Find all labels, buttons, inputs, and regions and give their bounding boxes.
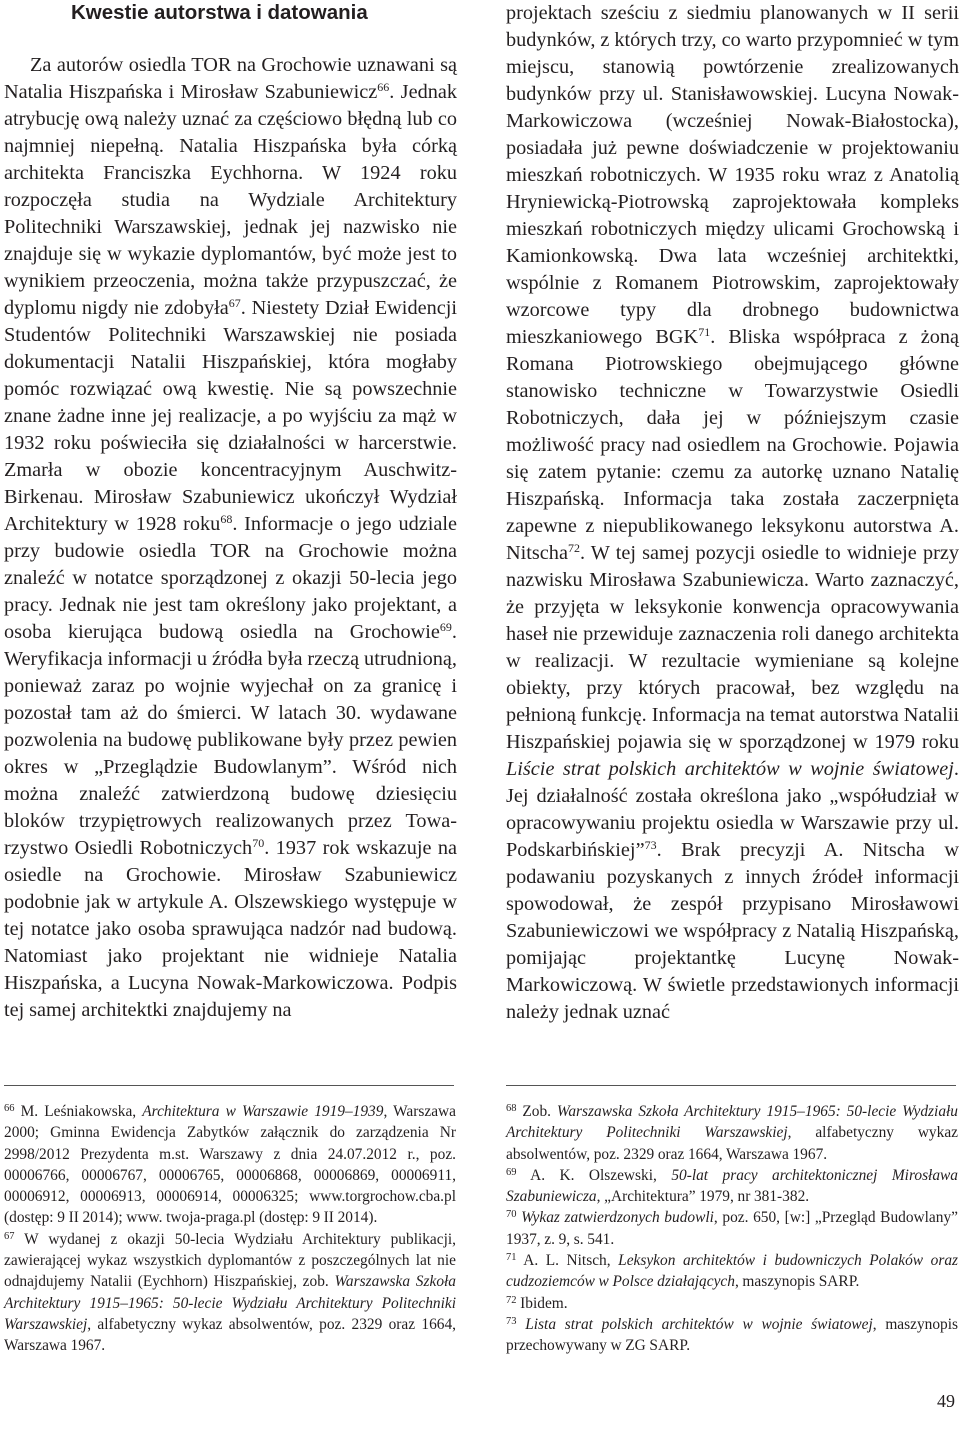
text-run: . Informacje o jego udziale przy budowie osiedla TOR na Grochowie można znaleźć w notatce sporządzonej z okazji 50-lecia jego pracy. Jednak nie jest tam określony jako projektant, a osoba kierująca budową osiedla na Grochowie (4, 513, 458, 643)
footnote-ref-68[interactable]: 68 (220, 512, 233, 526)
footnote-ref-67[interactable]: 67 (228, 296, 241, 310)
text-run: . Bliska współpraca z żoną Romana Piotrowskiego obejmującego główne stanowisko techniczne w Towarzystwie Osiedli Robotniczych, dała jej w późniejszym czasie możliwość pracy nad osiedlem na Grochowie. Pojawia się zatem pytanie: czemu za autorkę uznano Natalię Hiszpańską. Informacja taka została zaczerpnięta zapewne z niepublikowanego leksykonu autorstwa A. Nitscha (506, 326, 959, 564)
footnote-text: , maszynopis przechowywany w ZG SARP. (506, 1315, 958, 1355)
footnote-number: 67 (4, 1230, 15, 1242)
footnote-ref-70[interactable]: 70 (252, 836, 265, 850)
text-run: . Niestety Dział Ewidencji Studentów Politechniki Warszawskiej nie posiada dokumentacji Natalii Hiszpańskiej, która mogłaby pomóc rozwiązać ową kwestię. Nie są powszechnie znane żadne inne jej realizacje, a po wyjściu za mąż w 1932 roku poświeciła się działalności w harcerstwie. Zmarła w obozie koncentracyjnym Auschwitz-Birkenau. Mirosław Szabuniewicz ukończył Wydział Architektury w 1928 roku (4, 297, 457, 535)
footnote-ref-72[interactable]: 72 (567, 541, 580, 555)
footnote-italic: Lista strat polskich architektów w wojnie światowej (525, 1315, 873, 1333)
footnote-68 (506, 1101, 958, 1165)
page-number: 49 (937, 1391, 955, 1411)
footnote-italic: Leksykon architektów i budowniczych Polaków oraz cudzoziemców w Polsce działających (506, 1252, 959, 1291)
footnote-italic: Warszawska Szkoła Architektury 1915–1965: 50-lecie Wydziału Architektury Politechniki Warszawskiej (506, 1103, 958, 1142)
body-paragraph-left (4, 52, 457, 1024)
footnote-text: , Warszawa 2000; Gminna Ewidencja Zabytków załącznik do zarządzenia Nr 2998/2012 Prezydenta m.st. Warszawy z dnia 24.07.2012 r., poz. 00006766, 00006767, 00006765, 00006868, 00006869, 00006911, 00006912, 00006913, 00006914, 00006325; www.torgrochow.cba.pl (dostęp: 9 II 2014); www. twoja-praga.pl (dostęp: 9 II 2014). (4, 1103, 456, 1227)
footnote-text: A. L. Nitsch, (516, 1252, 619, 1270)
footnotes-left (4, 1101, 456, 1357)
main-column-right (506, 0, 959, 1026)
footnote-ref-69[interactable]: 69 (439, 620, 452, 634)
footnote-text: , maszynopis SARP. (734, 1273, 860, 1291)
footnote-italic: Warszawska Szkoła Architektury 1915–1965: 50-lecie Wydziału Architektury Politechniki Warszawskiej (4, 1273, 456, 1333)
text-run: . Brak precyzji A. Nitscha w podawaniu pozyskanych z innych źródeł informacji spowodował, że zespół przypisano Mirosławowi Szabuniewiczowi we współpracy z Natalią Hiszpańską, pomijając projektantkę Lucynę Nowak-Markowiczową. W świetle przedstawionych informacji należy jednak uznać (506, 839, 959, 1023)
footnote-67 (4, 1229, 456, 1357)
footnotes-right (506, 1101, 958, 1357)
footnote-number: 73 (506, 1315, 517, 1327)
footnote-66 (4, 1101, 456, 1229)
footnote-italic: Wykaz zatwierdzonych budowli (521, 1209, 714, 1227)
footnote-69 (506, 1165, 958, 1208)
footnote-text: , poz. 650, [w:] „Przegląd Budowlany” 1937, z. 9, s. 541. (506, 1209, 958, 1248)
footnote-italic: 50-lat pracy architektonicznej Mirosława Szabuniewicza (506, 1166, 958, 1206)
text-run: . Jej działalność została określona jako „współudział w opracowywaniu projektu osiedla w Warszawie przy ul. Podskarbińskiej” (506, 758, 959, 861)
footnote-number: 71 (506, 1252, 517, 1264)
footnote-number: 66 (4, 1103, 15, 1114)
footnote-number: 70 (506, 1209, 517, 1221)
text-run: . W tej samej pozycji osiedle to widnieje przy nazwisku Mirosława Szabuniewicza. Warto zaznaczyć, że przyjęta w leksykonie konwencja opracowywania haseł nie przewiduje zaznaczenia roli danego architekta w realizacji. W rezultacie wymieniane są kolejne obiekty, przy których pracował, bez względu na pełnioną funkcję. Informacja na temat autorstwa Natalii Hiszpańskiej pojawia się w sporządzonej w 1979 roku (506, 542, 959, 753)
text-run: . Weryfikacja informacji u źródła była rzeczą utrudnioną, ponieważ zaraz po wojnie wyjechał on za granicę i pozostał tam aż do śmierci. W latach 30. wydawane pozwolenia na budowę publikowane były przez pewien okres w „Przeglądzie Budowlanym”. Wśród nich można znaleźć zatwierdzoną budowę dziesięciu bloków trzypiętrowych realizowanych przez Towarzystwo Osiedli Robotniczych (4, 621, 457, 859)
section-heading: Kwestie autorstwa i datowania (71, 1, 368, 24)
text-run: projektach sześciu z siedmiu planowanych w II serii budynków, z których trzy, co warto przypomnieć w tym miejscu, stanowią powtórzenie zrealizowanych budynków przy ul. Stanisławowskiej. Lucyna Nowak-Markowiczowa (wcześniej Nowak-Białostocka), posiadała już pewne doświadczenie w projektowaniu mieszkań robotniczych. W 1935 roku wraz z Anatolią Hryniewicką-Piotrowską zaprojektowała kompleks mieszkań robotniczych między ulicami Grochowską i Kamionkowską. Dwa lata wcześniej architektki, wspólnie z Romanem Piotrowskim, zaprojektowały wzorcowe typy dla drobnego budownictwa mieszkaniowego BGK (506, 2, 959, 348)
footnote-text: , „Architektura” 1979, nr 381-382. (596, 1188, 810, 1206)
footnote-text (517, 1316, 526, 1333)
text-run: . 1937 rok wskazuje na osiedle na Grochowie. Mirosław Szabuniewicz podobnie jak w artykule A. Olszewskiego występuje w tej notatce jako osoba sprawująca nadzór nad budową. Natomiast jako projektant nie widnieje Natalia Hiszpańska, a Lucyna Nowak-Markowiczowa. Podpis tej samej architektki znajdujemy na (4, 837, 457, 1021)
footnote-72 (506, 1293, 958, 1314)
main-column-left (4, 0, 457, 1024)
footnote-text: M. Leśniakowska, (14, 1103, 143, 1120)
footnote-divider-right (506, 1085, 956, 1086)
footnote-divider-left (4, 1085, 454, 1086)
text-run: Za autorów osiedla TOR na Grochowie uznawani są Natalia Hiszpańska i Mirosław Szabuniewicz (4, 54, 457, 103)
footnote-70 (506, 1207, 958, 1250)
text-run: . Jednak atrybucję ową należy uznać za częściowo błędną lub co najmniej niepełną. Natalia Hiszpańska była córką architekta Franciszka Eychhorna. W 1924 roku rozpoczęła studia na Wydziale Architektury Politechniki Warszawskiej, jednak jej nazwisko nie znajduje się w wykazie dyplomantów, być może jest to wynikiem przeoczenia, można także przypuszczać, że dyplomu nigdy nie zdobyła (4, 81, 457, 319)
footnote-text: Zob. (516, 1103, 557, 1120)
footnote-italic: Architektura w Warszawie 1919–1939 (142, 1103, 384, 1120)
italic-title: Liście strat polskich architektów w wojnie światowej (506, 758, 954, 780)
footnote-text: Ibidem. (516, 1294, 568, 1312)
footnote-text: A. K. Olszewski, (516, 1166, 672, 1184)
footnote-ref-71[interactable]: 71 (698, 325, 711, 339)
footnote-71 (506, 1250, 958, 1293)
footnote-number: 69 (506, 1166, 517, 1178)
footnote-text: , alfabetyczny wykaz absolwentów, poz. 2329 oraz 1664, Warszawa 1967. (4, 1315, 456, 1355)
footnote-ref-73[interactable]: 73 (644, 838, 657, 852)
footnote-text: , alfabetyczny wykaz absolwentów, poz. 2329 oraz 1664, Warszawa 1967. (506, 1124, 958, 1163)
footnote-73 (506, 1314, 958, 1357)
footnote-number: 68 (506, 1103, 517, 1114)
footnote-ref-66[interactable]: 66 (377, 80, 390, 94)
footnote-text: W wydanej z okazji 50-lecia Wydziału Architektury publikacji, zawierającej wykaz wszystkich dyplomantów z poszczególnych lat nie odnajdujemy Natalii (Eychhorn) Hiszpańskiej, zob. (4, 1230, 456, 1291)
body-paragraph-right (506, 0, 959, 1026)
footnote-number: 72 (506, 1294, 517, 1306)
